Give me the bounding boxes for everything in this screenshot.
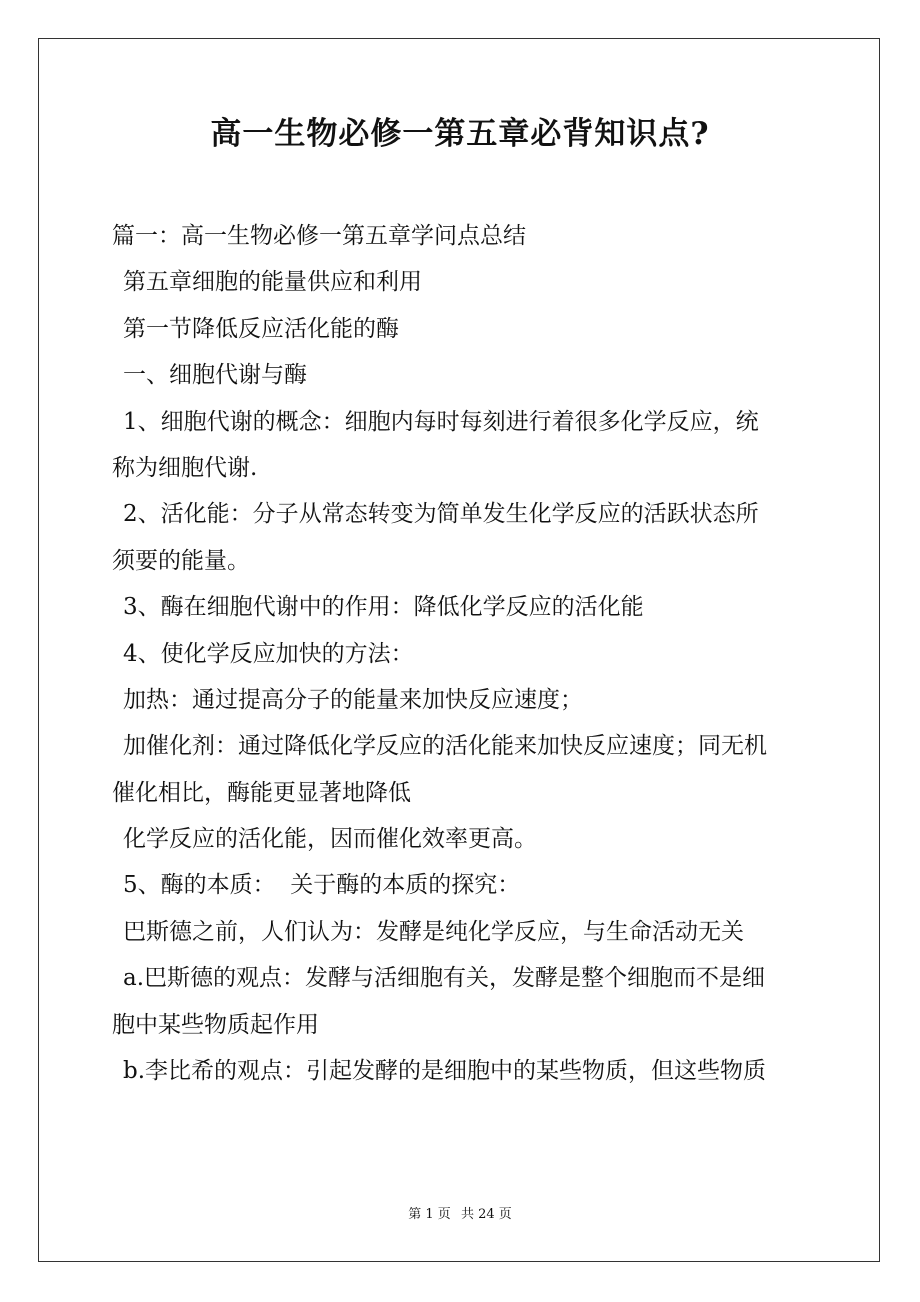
page-total: 共 24 页	[460, 1207, 512, 1222]
body-line: 4、使化学反应加快的方法：	[123, 640, 414, 667]
body-line: 第一节降低反应活化能的酶	[123, 315, 399, 342]
document-title: 高一生物必修一第五章必背知识点?	[210, 116, 710, 152]
body-line: 5、酶的本质： 关于酶的本质的探究：	[123, 872, 521, 899]
body-line: 胞中某些物质起作用	[112, 1011, 319, 1038]
body-line: 须要的能量。	[112, 547, 250, 574]
body-line: 化学反应的活化能，因而催化效率更高。	[123, 826, 537, 853]
body-line: 第五章细胞的能量供应和利用	[123, 269, 422, 296]
body-line: 巴斯德之前，人们认为：发酵是纯化学反应，与生命活动无关	[123, 918, 744, 945]
body-line: 3、酶在细胞代谢中的作用：降低化学反应的活化能	[123, 594, 644, 621]
body-line: 加催化剂：通过降低化学反应的活化能来加快反应速度；同无机	[123, 733, 767, 760]
body-line: b.李比希的观点：引起发酵的是细胞中的某些物质，但这些物质	[123, 1058, 767, 1085]
body-line: 1、细胞代谢的概念：细胞内每时每刻进行着很多化学反应，统	[123, 408, 759, 435]
body-line: 一、细胞代谢与酶	[123, 362, 307, 389]
body-line: 2、活化能：分子从常态转变为简单发生化学反应的活跃状态所	[123, 501, 759, 528]
body-line: 加热：通过提高分子的能量来加快反应速度；	[123, 686, 583, 713]
document-body	[112, 213, 812, 1094]
body-line: 称为细胞代谢.	[112, 454, 258, 481]
page-number: 第 1 页	[408, 1207, 451, 1222]
body-line: 催化相比，酶能更显著地降低	[112, 779, 411, 806]
page-footer	[0, 1205, 920, 1225]
body-line: 篇一：高一生物必修一第五章学问点总结	[112, 223, 526, 249]
body-line: a.巴斯德的观点：发酵与活细胞有关，发酵是整个细胞而不是细	[123, 965, 766, 992]
